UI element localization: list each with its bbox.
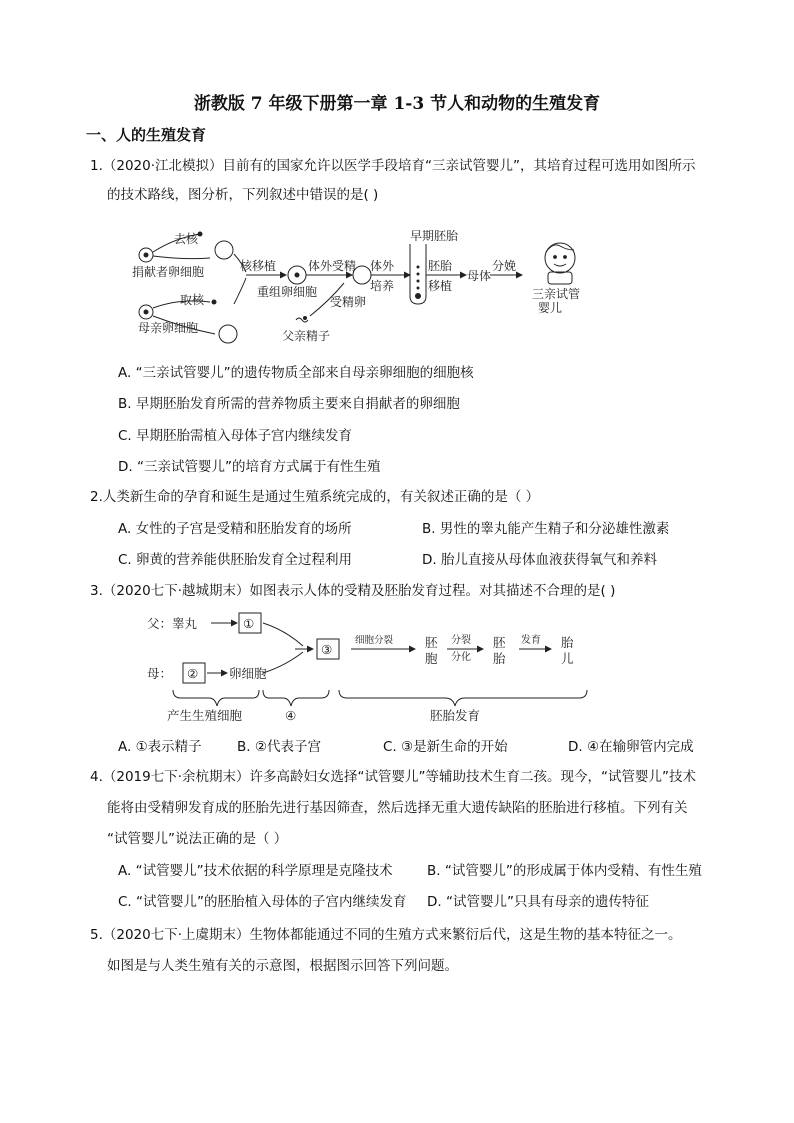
q1-label-transplant: 移植: [428, 279, 453, 293]
q1-label-mother-body: 母体: [467, 269, 492, 283]
q4-option-b: B. “试管婴儿”的形成属于体内受精、有性生殖: [427, 863, 702, 879]
q3-label-produce-cells: 产生生殖细胞: [167, 708, 243, 723]
q2-option-a: A. 女性的子宫是受精和胚胎发育的场所: [118, 521, 352, 537]
q3-box-3: ③: [321, 642, 333, 657]
q2-option-d: D. 胎儿直接从母体血液获得氧气和养料: [422, 552, 657, 568]
q3-box-1: ①: [243, 616, 255, 631]
q3-label-te2: 儿: [561, 651, 574, 666]
q3-label-father: 父：睾丸: [147, 616, 198, 631]
q1-stem-line2: 的技术路线，图分析，下列叙述中错误的是( ): [107, 187, 379, 203]
q3-label-pei2: 胞: [425, 651, 438, 666]
q3-option-b: B. ②代表子宫: [237, 739, 321, 755]
q3-label-pei1: 胚: [425, 635, 438, 650]
q1-label-embryo: 胚胎: [428, 259, 453, 273]
q1-label-culture: 培养: [370, 279, 395, 293]
q4-option-a: A. “试管婴儿”技术依据的科学原理是克隆技术: [118, 863, 393, 879]
q1-label-donor-egg: 捐献者卵细胞: [132, 265, 205, 279]
q3-label-pt2: 胎: [493, 651, 506, 666]
q4-option-c: C. “试管婴儿”的胚胎植入母体的子宫内继续发育: [118, 894, 407, 910]
q3-label-te1: 胎: [561, 635, 574, 650]
q1-option-b: B. 早期胚胎发育所需的营养物质主要来自捐献者的卵细胞: [118, 396, 460, 412]
q3-fertilization-diagram: [145, 610, 590, 728]
q3-box-2: ②: [187, 666, 199, 681]
q3-label-development: 发育: [521, 635, 541, 646]
q2-option-b: B. 男性的睾丸能产生精子和分泌雄性激素: [422, 521, 670, 537]
q3-option-a: A. ①表示精子: [118, 739, 202, 755]
q3-label-four: ④: [285, 708, 297, 723]
q1-label-early-embryo: 早期胚胎: [410, 229, 459, 243]
q3-label-egg: 卵细胞: [229, 666, 267, 681]
q1-label-father-sperm: 父亲精子: [282, 329, 331, 343]
q1-option-a: A. “三亲试管婴儿”的遗传物质全部来自母亲卵细胞的细胞核: [118, 365, 474, 381]
q5-stem-line1: 5.（2020七下·上虞期末）生物体都能通过不同的生殖方式来繁衍后代，这是生物的基本特征之一。: [90, 927, 682, 943]
q1-label-mother-egg: 母亲卵细胞: [138, 321, 199, 335]
q1-label-qu-he: 去核: [174, 232, 199, 246]
q2-option-c: C. 卵黄的营养能供胚胎发育全过程利用: [118, 552, 353, 568]
q3-stem: 3.（2020七下·越城期末）如图表示人体的受精及胚胎发育过程。对其描述不合理的是( ): [90, 583, 616, 599]
q4-stem-line2: 能将由受精卵发育成的胚胎先进行基因筛查，然后选择无重大遗传缺陷的胚胎进行移植。下列有关: [107, 800, 688, 816]
q1-label-qu-he2: 取核: [180, 293, 205, 307]
q1-label-baby-line2: 婴儿: [538, 301, 563, 315]
q1-option-c: C. 早期胚胎需植入母体子宫内继续发育: [118, 428, 353, 444]
q1-stem-line1: 1.（2020·江北模拟）目前有的国家允许以医学手段培育“三亲试管婴儿”，其培育过程可选用如图所示: [90, 158, 696, 174]
section-heading: 一、人的生殖发育: [86, 126, 207, 144]
q1-label-delivery: 分娩: [492, 259, 517, 273]
q1-label-in-vitro: 体外: [370, 259, 395, 273]
q3-option-d: D. ④在输卵管内完成: [568, 739, 694, 755]
q1-ivf-diagram: [130, 228, 610, 350]
q5-stem-line2: 如图是与人类生殖有关的示意图，根据图示回答下列问题。: [107, 958, 458, 974]
q4-stem-line1: 4.（2019七下·余杭期末）许多高龄妇女选择“试管婴儿”等辅助技术生育二孩。现今，“试管婴儿”技术: [90, 769, 697, 785]
q1-label-recombined-egg: 重组卵细胞: [257, 285, 318, 299]
q3-label-cell-division: 细胞分裂: [355, 635, 394, 646]
q1-label-baby-line1: 三亲试管: [532, 287, 581, 301]
q3-label-embryo-dev: 胚胎发育: [430, 708, 481, 723]
q3-label-pt1: 胚: [493, 635, 506, 650]
q1-label-zygote: 受精卵: [330, 295, 367, 309]
q1-label-ivf: 体外受精: [308, 259, 357, 273]
q4-option-d: D. “试管婴儿”只具有母亲的遗传特征: [427, 894, 649, 910]
q3-label-mother: 母：: [147, 666, 173, 681]
q1-option-d: D. “三亲试管婴儿”的培育方式属于有性生殖: [118, 459, 381, 475]
q1-label-nucleus-transfer: 核移植: [240, 259, 277, 273]
q3-option-c: C. ③是新生命的开始: [383, 739, 508, 755]
q3-label-differentiation: 分化: [451, 652, 471, 663]
q4-stem-line3: “试管婴儿”说法正确的是（ ）: [107, 831, 288, 847]
q2-stem: 2.人类新生命的孕育和诞生是通过生殖系统完成的，有关叙述正确的是（ ）: [90, 489, 540, 505]
page-title: 浙教版 7 年级下册第一章 1-3 节人和动物的生殖发育: [193, 94, 601, 114]
q3-label-division: 分裂: [451, 635, 471, 646]
